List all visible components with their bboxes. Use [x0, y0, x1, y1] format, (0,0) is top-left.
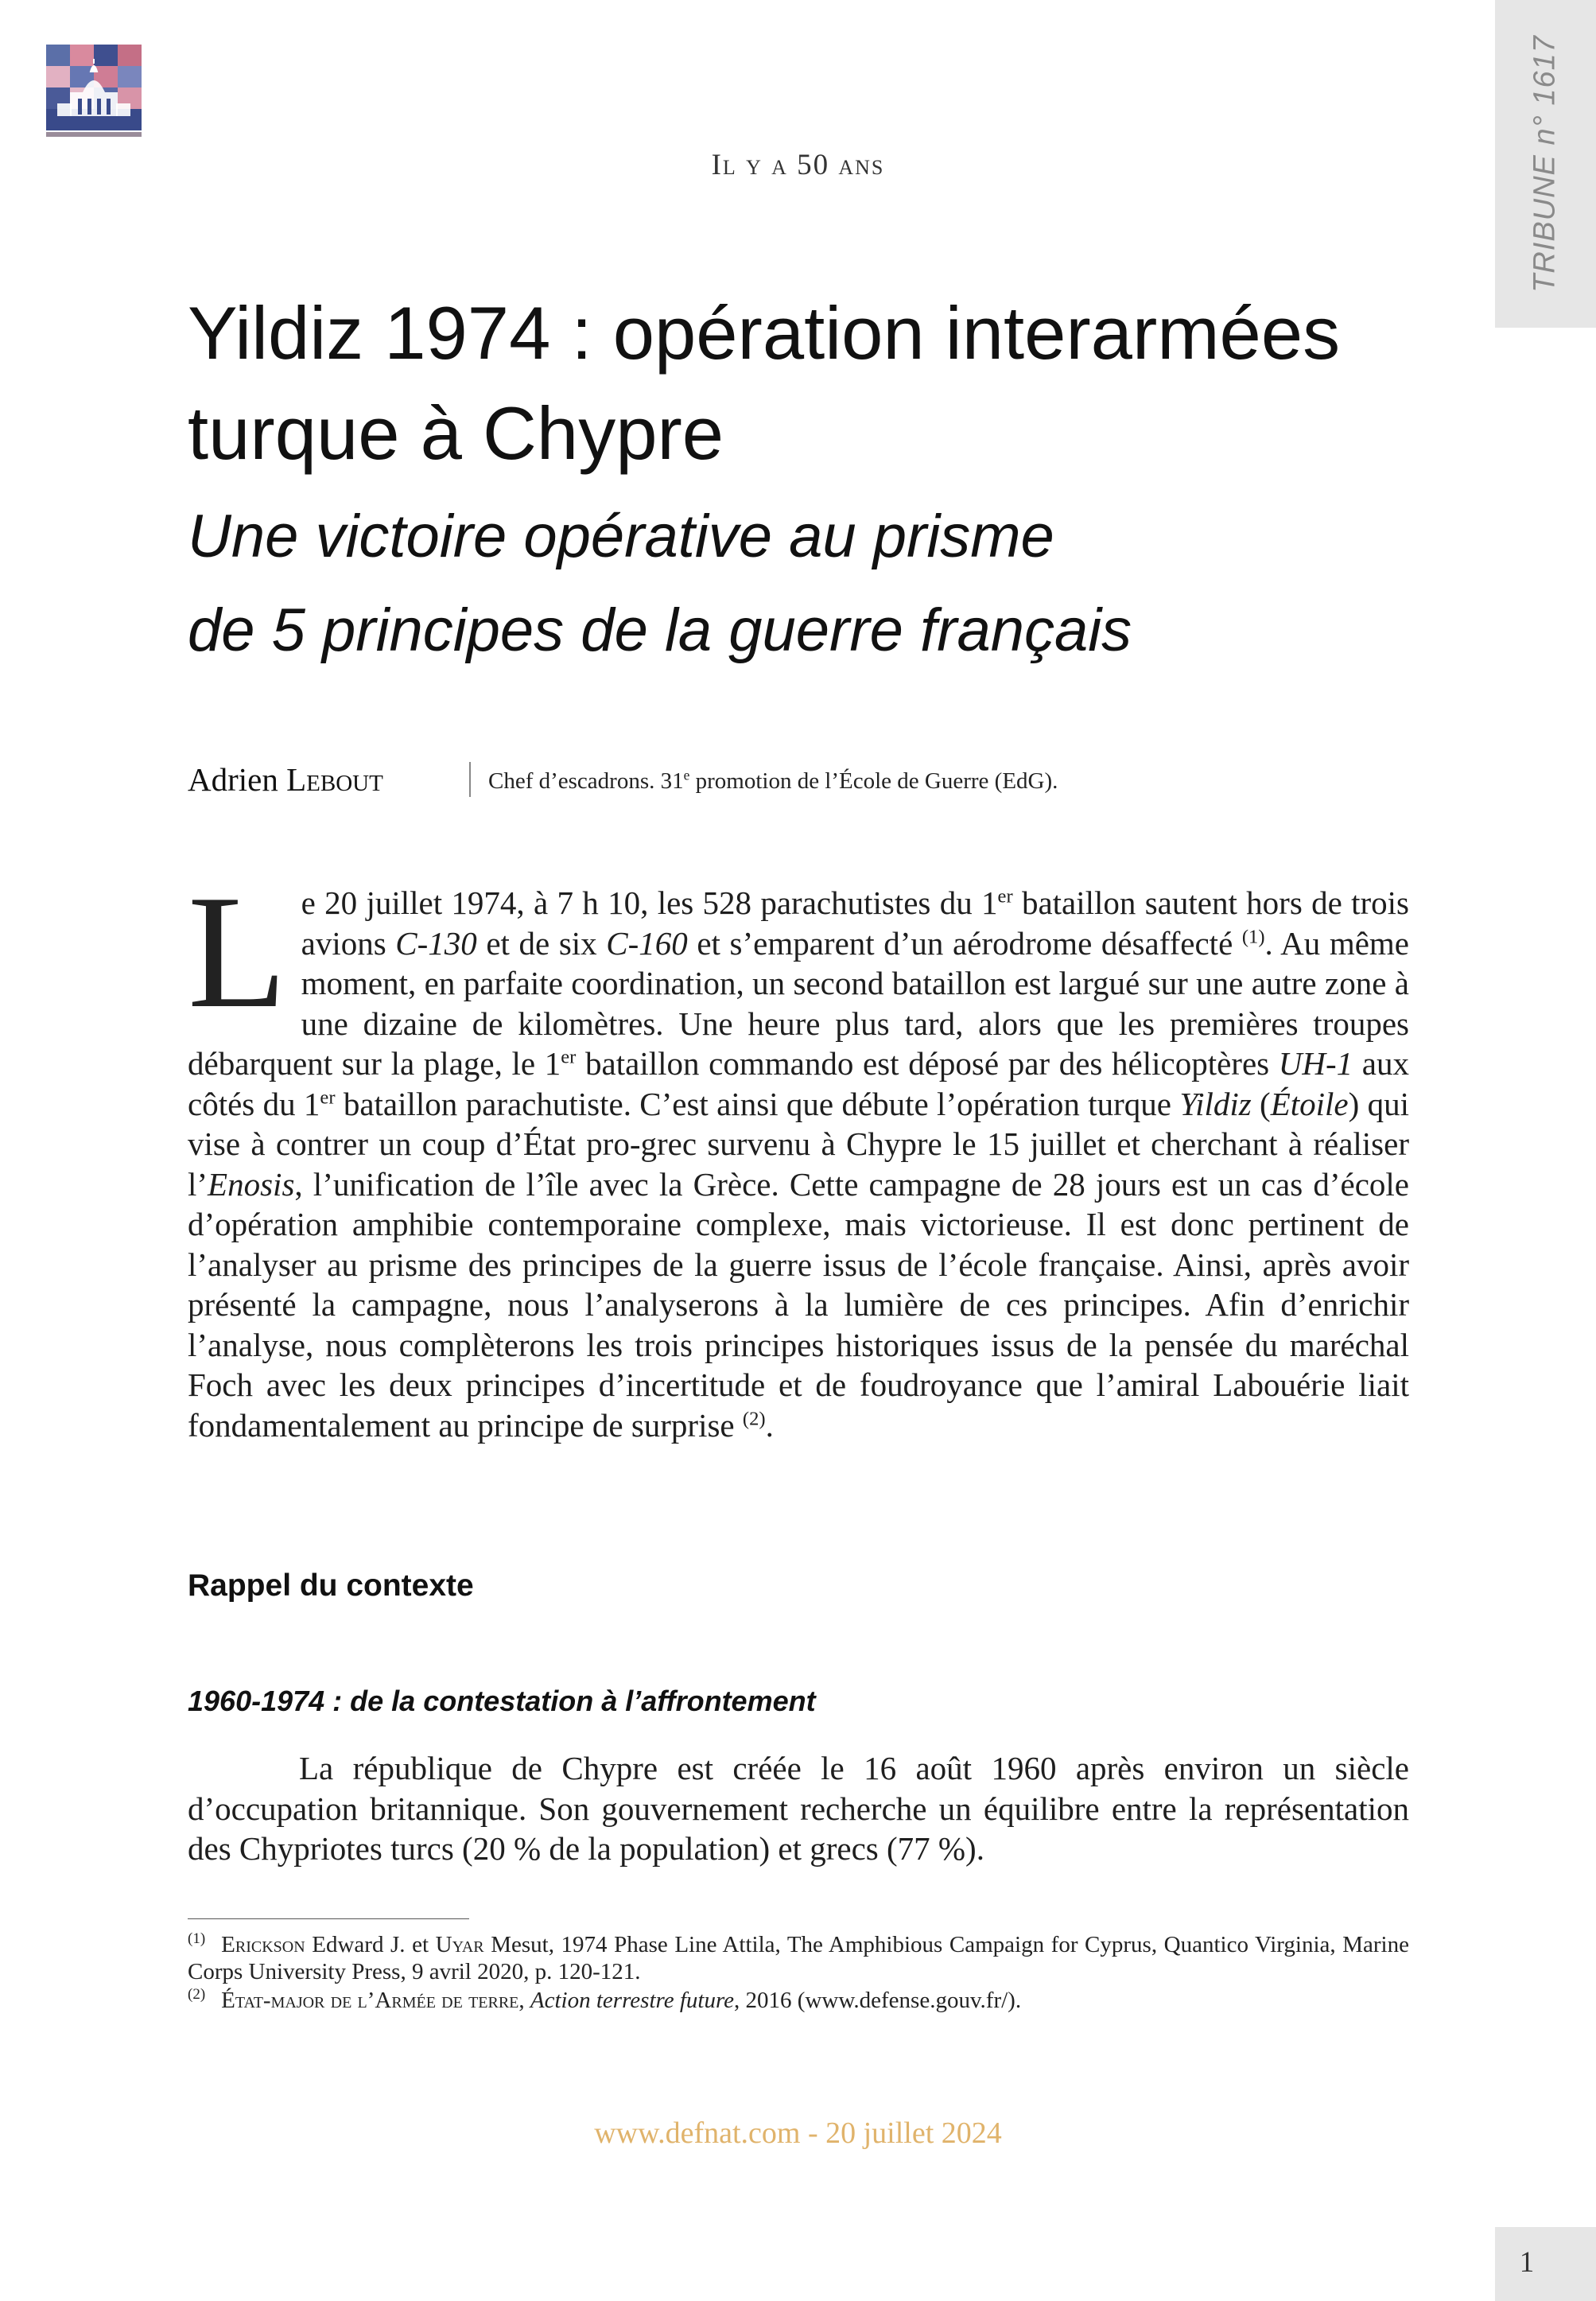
intro-text: . Au même moment, en parfaite coordination, un second bataillon est largué sur une autre zone à une dizaine de kilomètres. Une heure plus tard, alors que les premières troupes débarquent sur la plage, le 1 — [188, 924, 1409, 1082]
intro-italic: C-130 — [395, 924, 477, 962]
footnote-text: , 2016 (www.defense.gouv.fr/). — [734, 1988, 1022, 2013]
footnote-text: , — [518, 1988, 530, 2013]
intro-text: ) qui vise à contrer un coup d’État pro-grec survenu à Chypre le 15 juillet et cherchant à réaliser l’ — [188, 1085, 1409, 1203]
footer-site-date[interactable]: www.defnat.com - 20 juillet 2024 — [594, 2116, 1002, 2150]
intro-sup: er — [320, 1086, 336, 1108]
section-subheading: 1960-1974 : de la contestation à l’affrontement — [188, 1685, 816, 1717]
intro-text: aux côtés du 1 — [188, 1045, 1409, 1122]
intro-text: bataillon sautent hors de trois avions — [301, 884, 1410, 962]
author-first-name: Adrien — [188, 761, 287, 798]
subtitle-line-1: Une victoire opérative au prisme — [188, 503, 1054, 570]
intro-text: et s’emparent d’un aérodrome désaffecté — [687, 924, 1242, 962]
footnote-author: État-major de l’Armée de terre — [221, 1988, 519, 2013]
section-kicker: Il y a 50 ans — [711, 149, 885, 181]
intro-text: ( — [1251, 1085, 1271, 1122]
footnote-text: Mesut, 1974 Phase Line Attila, The Amphibious Campaign for Cyprus, Quantico Virginia, Marine Corps University Press, 9 avril 2020, p. 120-121. — [188, 1932, 1409, 1984]
footnote-italic: Action terrestre future — [530, 1988, 735, 2013]
author-name — [188, 760, 383, 799]
footnote-divider — [188, 1918, 469, 1919]
footnotes — [188, 1931, 1409, 2015]
footnote-number: (1) — [188, 1930, 206, 1948]
author-role-text-end: promotion de l’École de Guerre (EdG). — [689, 768, 1058, 794]
intro-paragraph — [188, 862, 1410, 1445]
intro-text: , l’unification de l’île avec la Grèce. Cette campagne de 28 jours est un cas d’école d’opération amphibie contemporaine complexe, mais victorieuse. Il est donc pertinent de l’analyser au prisme des principes de la guerre issus de l’école française. Ainsi, après avoir présenté la campagne, nous l’analyserons à la lumière de ces principes. Afin d’enrichir l’analyse, nous complèterons les trois principes historiques issus de la pensée du maréchal Foch avec les deux principes d’incertitude et de foudroyance que l’amiral Labouérie liait fondamentalement au principe de surprise — [188, 1165, 1409, 1444]
drop-cap: L — [188, 862, 287, 1042]
intro-text: bataillon commando est déposé par des hélicoptères — [576, 1045, 1279, 1082]
les-invalides-building-icon — [46, 45, 142, 140]
intro-italic: Étoile — [1270, 1085, 1349, 1122]
intro-italic: Yildiz — [1179, 1085, 1252, 1122]
intro-text: bataillon parachutiste. C’est ainsi que débute l’opération turque — [335, 1085, 1180, 1122]
intro-italic: Enosis — [208, 1165, 295, 1203]
title-line-1: Yildiz 1974 : opération interarmées — [188, 291, 1341, 375]
footnote-ref-1[interactable]: (1) — [1241, 925, 1265, 947]
footnote-author: Uyar — [435, 1932, 484, 1957]
article-subtitle — [188, 490, 1476, 678]
intro-sup: er — [561, 1046, 577, 1068]
intro-text: . — [765, 1406, 774, 1444]
footnote-text: Edward J. et — [305, 1932, 436, 1957]
intro-italic: UH-1 — [1278, 1045, 1353, 1082]
footnote-author: Erickson — [221, 1932, 305, 1957]
author-divider — [469, 762, 471, 797]
article-title — [188, 283, 1476, 484]
intro-sup: er — [997, 885, 1013, 908]
page-number: 1 — [1519, 2246, 1535, 2279]
intro-text: et de six — [476, 924, 607, 962]
publication-logo — [46, 45, 142, 140]
footnote-number: (2) — [188, 1986, 206, 2004]
footnote-1 — [188, 1931, 1409, 1985]
body-paragraph: La république de Chypre est créée le 16 août 1960 après environ un siècle d’occupation britannique. Son gouvernement recherche un équilibre entre la représentation des Chypriotes turcs (20 % de la population) et grecs (77 %). — [188, 1750, 1409, 1867]
author-last-name: Lebout — [286, 761, 383, 798]
subtitle-line-2: de 5 principes de la guerre français — [188, 597, 1132, 664]
intro-italic: C-160 — [606, 924, 688, 962]
intro-text: e 20 juillet 1974, à 7 h 10, les 528 parachutistes du 1 — [301, 884, 998, 921]
tribune-number: TRIBUNE n° 1617 — [1528, 35, 1562, 293]
author-role-text: Chef d’escadrons. 31 — [488, 768, 684, 794]
title-line-2: turque à Chypre — [188, 391, 724, 475]
footnote-ref-2[interactable]: (2) — [742, 1407, 766, 1429]
author-role — [488, 768, 1058, 795]
section-heading: Rappel du contexte — [188, 1568, 474, 1603]
footnote-2 — [188, 1987, 1409, 2014]
author-role-sup: e — [683, 767, 690, 783]
